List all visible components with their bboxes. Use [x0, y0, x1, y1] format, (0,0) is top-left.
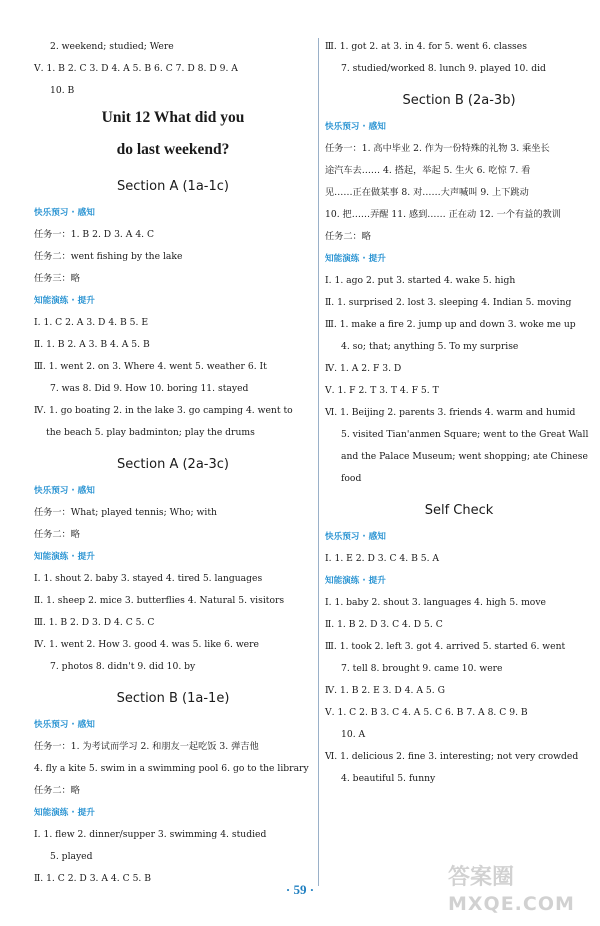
answer-line: Ⅳ. 1. A 2. F 3. D	[325, 363, 402, 374]
answer-line: Ⅲ. 1. took 2. left 3. got 4. arrived 5. started 6. went	[325, 641, 566, 652]
subsection-label: 知能演练 · 提升	[325, 576, 386, 586]
answer-line: Ⅰ. 1. flew 2. dinner/supper 3. swimming 4. studied	[34, 829, 267, 840]
answer-line: Ⅰ. 1. shout 2. baby 3. stayed 4. tired 5. languages	[34, 573, 263, 584]
answer-line: Ⅰ. 1. E 2. D 3. C 4. B 5. A	[325, 553, 440, 564]
section-title: Section B (1a-1e)	[116, 691, 230, 706]
subsection-label: 快乐预习 · 感知	[325, 122, 386, 132]
answer-line: 任务一：1. B 2. D 3. A 4. C	[34, 229, 155, 240]
section-title: Section A (2a-3c)	[117, 457, 229, 472]
answer-line: 7. tell 8. brought 9. came 10. were	[341, 663, 503, 674]
answer-line: food	[341, 473, 362, 484]
answer-line: 7. photos 8. didn't 9. did 10. by	[50, 661, 196, 672]
answer-line: Ⅲ. 1. went 2. on 3. Where 4. went 5. weather 6. It	[34, 361, 267, 372]
answer-line: 任务一：1. 高中毕业 2. 作为一份特殊的礼物 3. 乘坐长	[325, 143, 550, 154]
subsection-label: 知能演练 · 提升	[34, 808, 95, 818]
left-column	[34, 36, 312, 890]
answer-line: Ⅳ. 1. go boating 2. in the lake 3. go camping 4. went to	[34, 405, 293, 416]
answer-line: Ⅰ. 1. ago 2. put 3. started 4. wake 5. high	[325, 275, 516, 286]
answer-line: 任务三：略	[34, 273, 80, 284]
section-title: Self Check	[424, 503, 494, 518]
answer-line: Ⅰ. 1. baby 2. shout 3. languages 4. high 5. move	[325, 597, 546, 608]
subsection-label: 快乐预习 · 感知	[325, 532, 386, 542]
answer-line: Ⅱ. 1. B 2. D 3. C 4. D 5. C	[325, 619, 443, 630]
answer-line: 7. was 8. Did 9. How 10. boring 11. stayed	[50, 383, 249, 394]
answer-line: Ⅴ. 1. C 2. B 3. C 4. A 5. C 6. B 7. A 8. C 9. B	[325, 707, 528, 718]
answer-line: 5. visited Tian'anmen Square; went to the Great Wall	[341, 429, 589, 440]
answer-line: Ⅴ. 1. F 2. T 3. T 4. F 5. T	[325, 385, 439, 396]
page-number: · 59 ·	[285, 882, 315, 897]
answer-line: 见……正在做某事 8. 对……大声喊叫 9. 上下跳动	[325, 187, 529, 198]
answer-line: Ⅲ. 1. got 2. at 3. in 4. for 5. went 6. classes	[325, 41, 527, 52]
subsection-label: 快乐预习 · 感知	[34, 720, 95, 730]
answer-line: and the Palace Museum; went shopping; ate Chinese	[341, 451, 588, 462]
answer-line: 4. so; that; anything 5. To my surprise	[341, 341, 519, 352]
unit-title: do last weekend?	[116, 141, 230, 158]
answer-line: Ⅳ. 1. B 2. E 3. D 4. A 5. G	[325, 685, 445, 696]
answer-line: Ⅰ. 1. C 2. A 3. D 4. B 5. E	[34, 317, 149, 328]
section-title: Section A (1a-1c)	[117, 179, 229, 194]
column-divider	[318, 38, 319, 886]
subsection-label: 知能演练 · 提升	[325, 254, 386, 264]
answer-line: 2. weekend; studied; Were	[50, 41, 174, 52]
answer-line: Ⅱ. 1. surprised 2. lost 3. sleeping 4. Indian 5. moving	[325, 297, 572, 308]
answer-line: Ⅲ. 1. B 2. D 3. D 4. C 5. C	[34, 617, 155, 628]
answer-line: Ⅲ. 1. make a fire 2. jump up and down 3. woke me up	[325, 319, 576, 330]
answer-line: 5. played	[50, 851, 93, 862]
answer-line: 10. A	[341, 729, 366, 740]
answer-line: Ⅱ. 1. C 2. D 3. A 4. C 5. B	[34, 873, 152, 884]
answer-line: 10. 把……弄醒 11. 感到…… 正在动 12. 一个有益的教训	[325, 209, 561, 220]
answer-line: 任务二：略	[325, 231, 371, 242]
answer-line: 任务二：略	[34, 529, 80, 540]
answer-line: Ⅳ. 1. went 2. How 3. good 4. was 5. like 6. were	[34, 639, 259, 650]
unit-title: Unit 12 What did you	[101, 109, 245, 126]
answer-line: Ⅱ. 1. B 2. A 3. B 4. A 5. B	[34, 339, 150, 350]
answer-line: 4. fly a kite 5. swim in a swimming pool 6. go to the library	[34, 763, 309, 774]
answer-line: Ⅵ. 1. delicious 2. fine 3. interesting; not very crowded	[325, 751, 579, 762]
answer-line: 任务二：略	[34, 785, 80, 796]
answer-line: 任务一：1. 为考试而学习 2. 和朋友一起吃饭 3. 弹吉他	[34, 741, 259, 752]
watermark-bottom: MXQE.COM	[448, 893, 575, 915]
subsection-label: 快乐预习 · 感知	[34, 486, 95, 496]
answer-line: 4. beautiful 5. funny	[341, 773, 436, 784]
answer-line: 途汽车去…… 4. 搭起，举起 5. 生火 6. 吃惊 7. 看	[325, 165, 531, 176]
answer-line: 任务一：What; played tennis; Who; with	[34, 507, 217, 518]
answer-line: 10. B	[50, 85, 75, 96]
answer-line: Ⅱ. 1. sheep 2. mice 3. butterflies 4. Natural 5. visitors	[34, 595, 285, 606]
answer-line: 任务二：went fishing by the lake	[34, 251, 183, 262]
right-column	[325, 36, 593, 790]
watermark-logo	[444, 860, 594, 918]
answer-line: Ⅵ. 1. Beijing 2. parents 3. friends 4. warm and humid	[325, 407, 576, 418]
section-title: Section B (2a-3b)	[402, 93, 516, 108]
watermark-top: 答案圈	[448, 865, 515, 890]
answer-line: the beach 5. play badminton; play the drums	[46, 427, 255, 438]
subsection-label: 知能演练 · 提升	[34, 296, 95, 306]
subsection-label: 快乐预习 · 感知	[34, 208, 95, 218]
subsection-label: 知能演练 · 提升	[34, 552, 95, 562]
answer-line: Ⅴ. 1. B 2. C 3. D 4. A 5. B 6. C 7. D 8. D 9. A	[34, 63, 238, 74]
answer-line: 7. studied/worked 8. lunch 9. played 10. did	[341, 63, 546, 74]
